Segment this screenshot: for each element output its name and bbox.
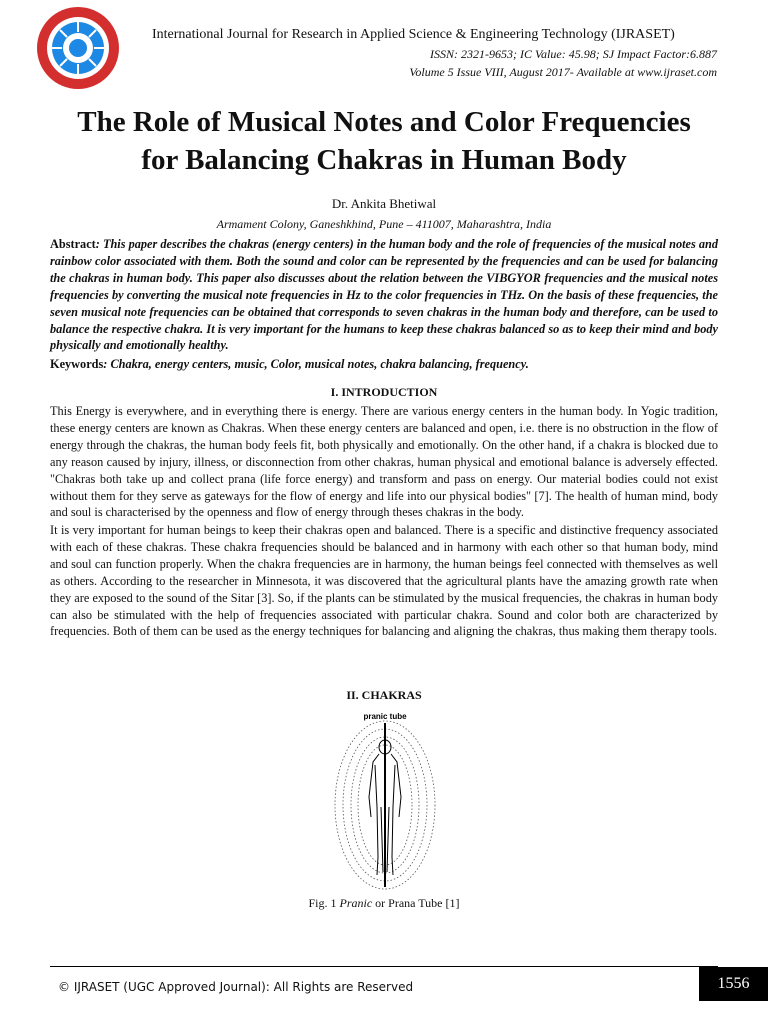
author-name: Dr. Ankita Bhetiwal	[331, 196, 437, 211]
journal-logo	[32, 5, 124, 91]
keywords: Keywords: Chakra, energy centers, music, Color, musical notes, chakra balancing, frequency.	[50, 357, 529, 371]
issn-line: ISSN: 2321-9653; IC Value: 45.98; SJ Impact Factor:6.887	[430, 47, 717, 61]
intro-paragraph-2: It is very important for human beings to keep their chakras open and balanced. There is a specific and distinctive frequency associated with each of these chakras. These chakra frequencies should be balanced and in harmony with each other so that human body, mind and soul can function properly. When the chakra frequencies are in harmony, the human beings feel connected with themselves as well as others. According to the researcher in Minnesota, it was discovered that the agricultural plants have the amazing growth rate when they are exposed to the sound of the Sitar [3]. So, if the plants can be stimulated by the musical frequencies, the chakras in human body can also be stimulated with the help of frequencies associated with particular chakra. Sound and color both are characterized by frequencies. Both of them can be used as the energy techniques for balancing and aligning the chakras, thus making them therapy tools.	[50, 523, 718, 639]
section-heading-chakras: II. CHAKRAS	[346, 688, 422, 702]
paper-title	[0, 103, 768, 179]
paper-title-line-1: The Role of Musical Notes and Color Frequencies	[77, 106, 691, 138]
intro-paragraph-1: This Energy is everywhere, and in everything there is energy. There are various energy centers in the human body. In Yogic tradition, these energy centers are known as Chakras. When these energy centers are balanced and open, i.e. there is no obstruction in the flow of energy through the chakras, the human body feels fit, both physically and emotionally. On the other hand, if a chakra is blocked due to any reason caused by injury, illness, or disconnection from other chakras, human physical and emotional balance is adversely effected. "Chakras both take up and collect prana (life force energy) and transform and pass on energy. Our material bodies could not exist without them for they serve as gateways for the flow of energy and life into our physical bodies" [7]. The health of human mind, body and soul is characterised by the openness and flow of energy through theses chakras in the body.	[50, 404, 718, 520]
caption-prefix: Fig. 1	[308, 896, 340, 910]
figure-caption	[0, 896, 768, 911]
footer-copyright: © IJRASET (UGC Approved Journal): All Rights are Reserved	[58, 980, 414, 994]
caption-suffix: or Prana Tube [1]	[372, 896, 460, 910]
keywords-label: Keywords	[50, 357, 104, 371]
page-number: 1556	[699, 967, 768, 1001]
pranic-tube-figure	[331, 707, 439, 892]
paper-title-line-2: for Balancing Chakras in Human Body	[141, 144, 627, 176]
ijraset-seal-icon	[32, 5, 124, 91]
keywords-text: Chakra, energy centers, music, Color, musical notes, chakra balancing, frequency.	[110, 357, 529, 371]
footer-divider	[50, 966, 718, 967]
abstract: Abstract: This paper describes the chakras (energy centers) in the human body and the role of frequencies of the musical notes and rainbow color associated with them. Both the sound and color can be represented by the frequencies and can be used for balancing the chakras in human body. This paper also discusses about the relation between the VIBGYOR frequencies and the musical notes frequencies by converting the musical note frequencies in Hz to the color frequencies in THz. On the basis of these frequencies, the seven musical note frequencies can be obtained that corresponds to seven chakras in the human body and therefore, can be used to balance the respective chakra. It is very important for the humans to keep these chakras balanced so as to keep their mind and body physically and emotionally healthy.	[50, 237, 718, 353]
caption-italic: Pranic	[339, 896, 373, 910]
volume-line: Volume 5 Issue VIII, August 2017- Available at www.ijraset.com	[409, 65, 717, 79]
section-heading-introduction: I. INTRODUCTION	[330, 385, 438, 399]
abstract-label: Abstract	[50, 237, 96, 251]
author-affiliation: Armament Colony, Ganeshkhind, Pune – 411007, Maharashtra, India	[216, 217, 552, 231]
journal-name: International Journal for Research in Applied Science & Engineering Technology (IJRASET)	[152, 27, 675, 42]
abstract-text: This paper describes the chakras (energy centers) in the human body and the role of frequencies of the musical notes and rainbow color associated with them. Both the sound and color can be represented by the frequencies and can be used for balancing the chakras in human body. This paper also discusses about the relation between the VIBGYOR frequencies and the musical notes frequencies by converting the musical note frequencies in Hz to the color frequencies in THz. On the basis of these frequencies, the seven musical note frequencies can be obtained that corresponds to seven chakras in the human body and therefore, can be used to balance the respective chakra. It is very important for the humans to keep these chakras balanced so as to keep their mind and body physically and emotionally healthy.	[50, 237, 718, 353]
human-body-aura-illustration	[331, 707, 439, 892]
pranic-tube-label: pranic tube	[363, 712, 407, 721]
